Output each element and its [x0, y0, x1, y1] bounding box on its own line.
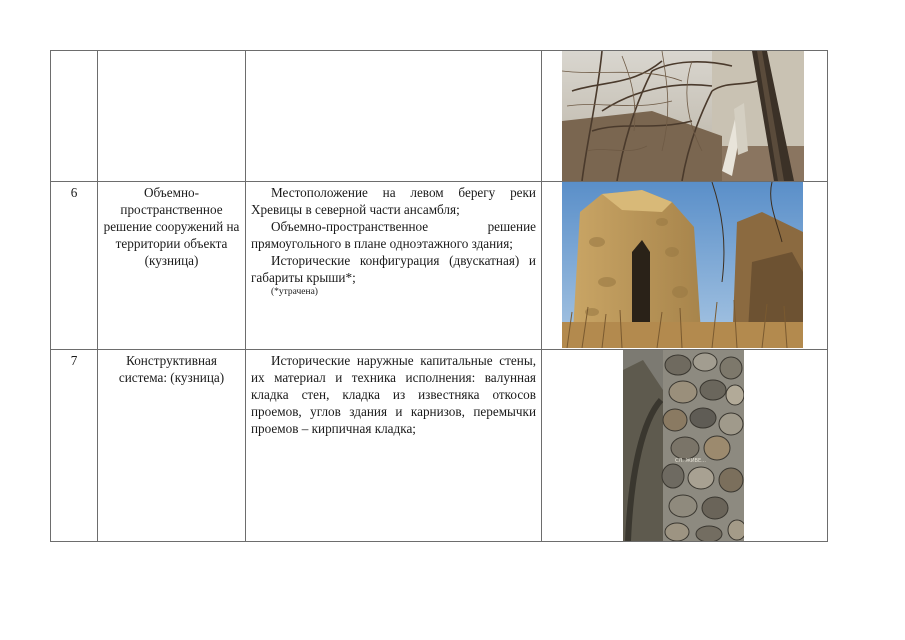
photo-trees-river: [562, 51, 804, 181]
description-line: Объемно-пространственное решение прямоугольного в плане одноэтажного здания;: [251, 219, 536, 251]
row-description-cell: [246, 182, 542, 350]
description-line: Исторические наружные капитальные стены, их материал и техника исполнения: валунная кладка стен, кладка из известняка откосов проемов, углов здания и карнизов, перемычки проемов – кирпичная кладка;: [251, 353, 536, 436]
photo-ruined-smithy: [562, 182, 803, 348]
row-number-cell: 7: [51, 350, 98, 542]
description-note: (*утрачена): [271, 287, 318, 297]
row-title-cell: [98, 51, 246, 182]
row-number-cell: 6: [51, 182, 98, 350]
row-number-cell: [51, 51, 98, 182]
photo-boulder-wall: [623, 350, 744, 541]
row-title-cell: Конструктивная система: (кузница): [98, 350, 246, 542]
table-row-6: [51, 182, 828, 350]
description-line: Местоположение на левом берегу реки Хревицы в северной части ансамбля;: [251, 185, 536, 217]
photo-cell: [542, 350, 828, 542]
monument-subject-table: [50, 50, 828, 542]
row-title-cell: Объемно-пространственное решение сооружений на территории объекта (кузница): [98, 182, 246, 350]
row-description-cell: [246, 350, 542, 542]
row-description-cell: [246, 51, 542, 182]
photo-cell: [542, 51, 828, 182]
photo-cell: [542, 182, 828, 350]
description-line: Исторические конфигурация (двускатная) и габариты крыши*;: [251, 253, 536, 285]
table-row-continuation: [51, 51, 828, 182]
wall-sign-text: СЛ. ЖИВЕ...: [675, 458, 706, 464]
table-row-7: [51, 350, 828, 542]
